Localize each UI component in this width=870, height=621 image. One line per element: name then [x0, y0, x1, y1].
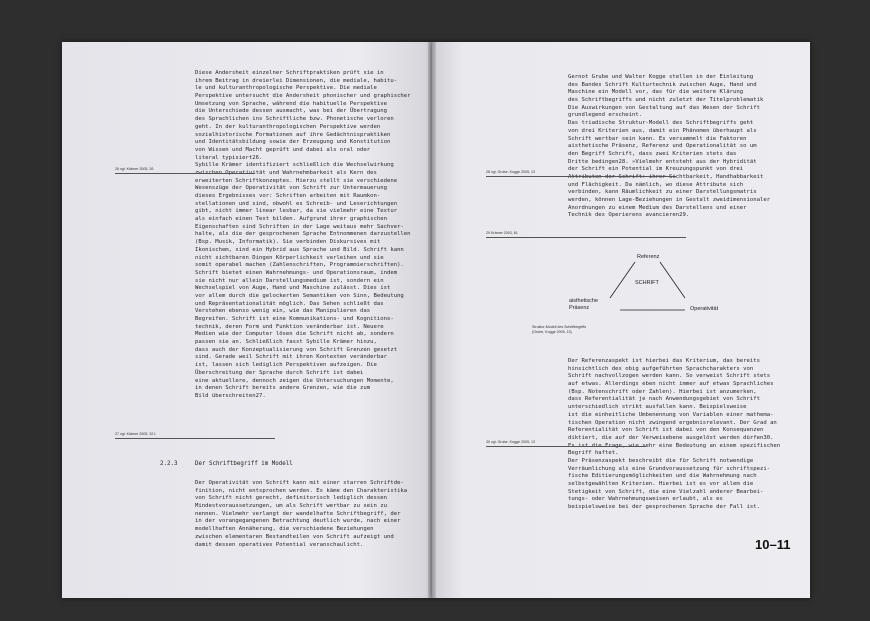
text-line: Attributen der Schrift: ihrer Sichtbarkeit, Handhabbarkeit	[568, 173, 764, 180]
text-line: Anordnungen zu einem Medium des Darstellens und einer	[568, 204, 747, 211]
text-line: zwischen elementaren Bestandteilen von Schrift aufzeigt und	[195, 533, 394, 540]
text-line: erweiterten Schriftkonzeptes. Hierzu stellt sie verschiedene	[195, 177, 398, 184]
text-line: Technik des Operierens avancieren29.	[568, 212, 690, 219]
diagram-schrift: SCHRIFT	[635, 280, 659, 286]
text-line: aisthetische Präsenz, Referenz und Operationalität so um	[568, 143, 757, 150]
text-line: dass Referentialität je nach Anwendungsgebiet von Schrift	[568, 396, 760, 403]
text-line: damit dessen operatives Potential veranschaulicht.	[195, 541, 364, 548]
text-line: Der Operativität von Schrift kann mit einer starren Schriftde-	[195, 480, 404, 486]
book-gutter	[428, 42, 436, 598]
text-line: Verräumlichung als eine Grundvoraussetzung für schriftspezi-	[568, 465, 771, 472]
diagram-caption	[532, 325, 586, 335]
text-line: werden, können Lage-Beziehungen in Gestalt zweidimensionaler	[568, 197, 771, 203]
section-number: 2.2.3	[160, 461, 178, 467]
section-title: Der Schriftbegriff im Modell	[195, 461, 293, 467]
text-line: Stetigkeit von Schrift, die eine Vielzahl anderer Bearbei-	[568, 488, 764, 495]
footnote-rule-30	[486, 446, 646, 447]
text-line: (Bsp. Notenschrift oder Zahlen). Hierbei ist anzumerken,	[568, 388, 757, 395]
text-line: selbstgewählten Kriterien. Hierbei ist es vor allem die	[568, 481, 754, 487]
text-line: verbinden, kann Räumlichkeit zu einer Darstellungsmatrix	[568, 189, 757, 196]
footnote-29: 29 Krämer 2003, 61	[486, 231, 518, 235]
footnote-rule-27	[115, 438, 275, 439]
text-line: Wechselspiel von Auge, Hand und Maschine zulässt. Dies ist	[195, 285, 391, 292]
footnote-30: 30 vgl. Grube, Kogge 2005, 13	[486, 440, 535, 444]
text-line: in denen Schrift bereits andere Grenzen, wie die zum	[195, 385, 371, 392]
text-line: diktiert, die auf der Verweisebene ausgelöst werden dürfen30.	[568, 434, 774, 441]
text-line: Perspektive untersucht die Andersheit phonischer und graphischer	[195, 93, 411, 100]
text-line: als einfach einen Text bilden. Aufgrund ihrer graphischen	[195, 216, 387, 223]
section-body-text	[195, 480, 407, 549]
text-line: unterschiedlich strikt ausfallen kann. Beispielsweise	[568, 404, 747, 411]
text-line: Referentialität von Schrift ist dabei von den Konsequenzen	[568, 427, 764, 434]
footnote-26: 26 vgl. Krämer 2005, 26	[115, 167, 154, 171]
text-line: finition, nicht entsprochen werden. Es käme den Charakteristika	[195, 487, 408, 494]
text-line: technik, deren Form und Funktion veränderbar ist. Neuere	[195, 323, 384, 330]
text-line: auf etwas. Allerdings eben nicht immer auf etwas Sprachliches	[568, 381, 774, 388]
text-line: ist, lassen sich lediglich Perspektiven aufzeigen. Die	[195, 362, 377, 369]
text-line: und Repräsentationalität möglich. Das Sehen schließt das	[195, 300, 384, 307]
text-line: literal typisiert26.	[195, 154, 263, 161]
text-line: somit operabel machen (Zahlenschriften, Programmierschriften).	[195, 262, 404, 269]
text-line: Mindestvoraussetzungen, um als Schrift wertbar zu sein zu	[195, 503, 387, 510]
text-line: Sybille Krämer identifiziert schließlich die Wechselwirkung	[195, 162, 394, 169]
text-line: Medien wie der Computer lösen die Schrift nicht ab, sondern	[195, 331, 394, 338]
text-line: vor allem durch die gelockerten Semantiken von Sinn, Bedeutung	[195, 292, 404, 299]
diagram-operativitaet: Operativität	[690, 306, 719, 312]
text-line: grundlegend erscheint.	[568, 112, 643, 119]
footnote-rule-28	[486, 176, 676, 177]
caption-source: (Grube, Kogge 2005, 13)	[532, 330, 572, 334]
text-line: Der Präsenzaspekt beschreibt die für Schrift notwendige	[568, 457, 754, 464]
text-line: Eigenschaften sind Schriften in der Lage weitaus mehr Sachver-	[195, 223, 404, 230]
text-line: Schrift bietet einen Wahrnehmungs- und Operationsraum, indem	[195, 269, 398, 276]
text-line: ihrem Beitrag in dreierlei Dimensionen, die mediale, habitu-	[195, 77, 398, 84]
text-line: Es ist die Frage, wie sehr eine Bedeutung an einem spezifischen	[568, 442, 781, 449]
text-line: sozialhistorische Formationen auf ihre Gedächtnispraktiken	[195, 131, 391, 138]
text-line: ist die einheitliche Umbenennung von Variablen einer mathema-	[568, 411, 774, 418]
text-line: den Begriff Schrift, dass zwei Kriterien stets das	[568, 150, 737, 157]
text-line: Maschine ein Modell vor, das für die weitere Klärung	[568, 89, 744, 96]
text-line: Das triadische Struktur-Modell des Schriftbegriffs geht	[568, 120, 754, 127]
text-line: Überschreitung der Sprache durch Schrift ist dabei	[195, 369, 364, 376]
text-line: die Unterschiede dessen ausmacht, was bei der Übertragung	[195, 108, 387, 115]
diagram-praesenz: Präsenz	[569, 305, 590, 311]
text-line: tungs- oder Wahrnehmungsweisen erlaubt, als es	[568, 496, 723, 503]
text-line: Dritte bedingen28. »Vielmehr entsteht aus der Hybridität	[568, 158, 757, 165]
text-line: Die Auswirkungen von Gestaltung auf das Wesen der Schrift	[568, 104, 760, 111]
text-line: passen sie an. Schließlich fasst Sybille Krämer hinzu,	[195, 339, 377, 346]
text-line: Umsetzung von Sprache, während die habituelle Perspektive	[195, 100, 387, 107]
text-line: Gernot Grube und Walter Kogge stellen in der Einleitung	[568, 74, 754, 80]
text-line: dass auch der Konzeptualisierung von Schrift Grenzen gesetzt	[195, 346, 398, 353]
text-line: nicht sichtbaren Dingen Körperlichkeit verleihen und sie	[195, 254, 384, 261]
left-body-text	[195, 70, 411, 401]
footnote-28: 28 vgl. Grube, Kogge 2005, 13	[486, 170, 535, 174]
right-body-text-top	[568, 74, 770, 220]
text-line: von Schrift nicht gerecht, definitorisch lediglich dessen	[195, 495, 387, 502]
text-line: nennen. Vielmehr verlangt der wandelhafte Schriftbegriff, der	[195, 510, 401, 517]
text-line: sie nicht nur allein Darstellungsmedium ist, sondern ein	[195, 277, 384, 284]
text-line: dieses Ergebnisses vor: Schriften arbeiten mit Raumkon-	[195, 193, 381, 199]
text-line: Begriff haftet.	[568, 450, 619, 457]
text-line: Bild überschreiten27.	[195, 392, 266, 399]
text-line: eine aktuellere, dennoch zeigen die Untersuchungen Momente,	[195, 377, 394, 384]
text-line: zwischen Operativität und Wahrnehmbarkeit als Kern des	[195, 169, 377, 176]
text-line: Der Referenzaspekt ist hierbei das Kriterium, das bereits	[568, 358, 760, 364]
caption-title: Struktur-Modell des Schriftbegriffs	[532, 325, 587, 329]
text-line: des Bandes Schrift Kulturtechnik zwischen Auge, Hand und	[568, 81, 757, 88]
text-line: von drei Kriterien aus, damit ein Phänomen überhaupt als	[568, 127, 757, 134]
page-number: 10–11	[755, 537, 791, 552]
diagram-referenz: Referenz	[637, 254, 660, 260]
text-line: Diese Andersheit einzelner Schriftpraktiken prüft sie in	[195, 70, 384, 76]
text-line: hinsichtlich des obig aufgeführten Sprachcharakters von	[568, 365, 754, 372]
text-line: von Wissen und Macht geprüft und dabei als oral oder	[195, 146, 371, 153]
text-line: in der vorangegangenen Betrachtung deutlich wurde, nach einer	[195, 518, 401, 525]
text-line: gibt, nicht immer linear lesbar, da sie vielmehr eine Textur	[195, 208, 398, 215]
text-line: fische Editierungsmöglichkeiten und die Wahrnehmung nach	[568, 473, 757, 480]
text-line: le und kulturanthropologische Perspektive. Die mediale	[195, 85, 377, 92]
text-line: des Schriftbegriffs und nicht zuletzt der Titelproblematik	[568, 97, 764, 104]
right-body-text-bottom	[568, 358, 780, 512]
text-line: Ikonischem, sind ein Hybrid aus Sprache und Bild. Schrift kann	[195, 246, 404, 253]
text-line: Schrift nachvollzogen werden kann. So verweist Schrift stets	[568, 373, 771, 380]
struktur-modell-diagram	[565, 250, 730, 320]
text-line: der Schrift ein Potential im Kreuzungspunkt von drei	[568, 166, 744, 173]
text-line: sind. Gerade weil Schrift mit ihren Kontexten veränderbar	[195, 354, 387, 361]
text-line: tischen Operation nicht zwingend ergebnisrelevant. Der Grad an	[568, 419, 777, 426]
text-line: Verstehen ebenso wenig ein, wie das Manipulieren das	[195, 308, 371, 315]
text-line: (Bsp. Musik, Informatik). Sie verbinden Diskursives mit	[195, 239, 381, 246]
text-line: Begreifen. Schrift ist eine Kommunikations- und Kognitions-	[195, 316, 394, 322]
text-line: des Sprachlichen ins Schriftliche bzw. Phonetische verloren	[195, 116, 394, 123]
text-line: beispielsweise bei der gesprochenen Sprache der Fall ist.	[568, 504, 760, 511]
footnote-rule-26	[115, 173, 255, 174]
text-line: modellhaften Annäherung, die verschiedene Beziehungen	[195, 526, 374, 533]
text-line: und Flächigkeit. Da nämlich, wo diese Attribute sich	[568, 181, 744, 188]
text-line: Schrift wertbar sein kann. Es versammelt die Faktoren	[568, 135, 747, 142]
diagram-aisthetische: aisthetische	[569, 298, 599, 304]
text-line: geht. In der kulturanthropologischen Perspektive werden	[195, 123, 381, 130]
text-line: halte, als die der gesprochenen Sprache Entnommenen darzustellen	[195, 231, 411, 238]
footnote-27: 27 vgl. Krämer 2005, 32 f.	[115, 432, 157, 436]
text-line: und Identitätsbildung sowie der Erzeugung und Konstitution	[195, 139, 391, 146]
text-line: Wesenszüge der Operativität von Schrift zur Untermauerung	[195, 185, 387, 192]
footnote-rule-29	[486, 237, 686, 238]
text-line: stellationen und sind, obwohl es Schreib- und Leserichtungen	[195, 200, 398, 207]
